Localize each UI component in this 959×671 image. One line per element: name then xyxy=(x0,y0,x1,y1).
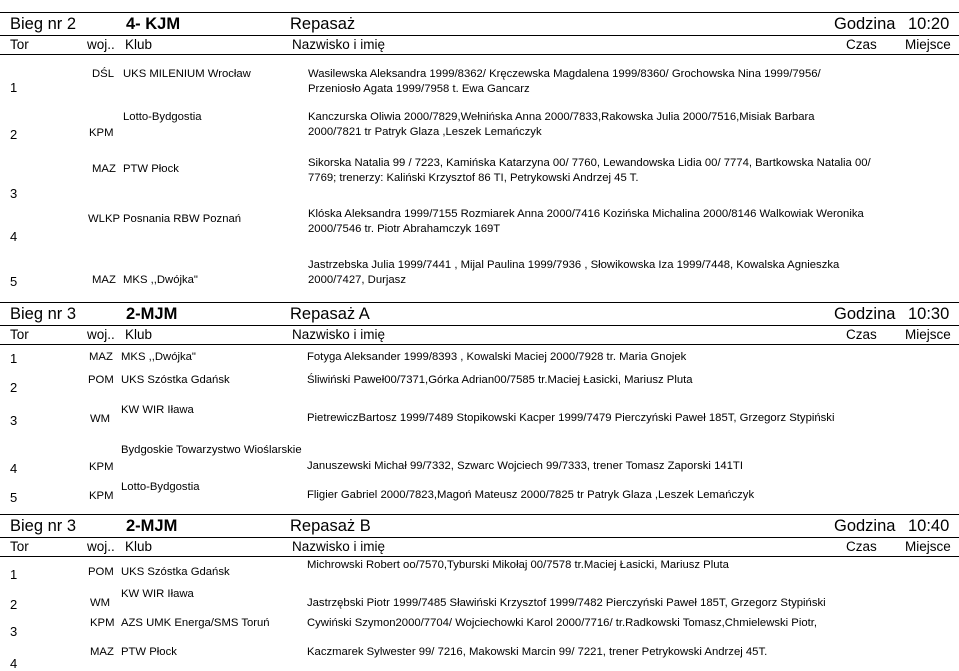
club-name: UKS Szóstka Gdańsk xyxy=(121,566,230,578)
crew-line-1: Fligier Gabriel 2000/7823,Magoń Mateusz 2000/7825 tr Patryk Glaza ,Leszek Lemańczyk xyxy=(307,489,755,501)
region-code: MAZ xyxy=(89,351,113,363)
club-name: Posnania RBW Poznań xyxy=(123,213,242,225)
col-nazwisko: Nazwisko i imię xyxy=(292,539,386,554)
club-name: Bydgoskie Towarzystwo Wioślarskie xyxy=(121,444,302,456)
club-name: PTW Płock xyxy=(121,646,177,658)
region-code: KPM xyxy=(90,617,115,629)
race-category: 4- KJM xyxy=(126,15,181,33)
region-code: POM xyxy=(88,374,114,386)
race-time: 10:30 xyxy=(908,305,950,323)
race-type: Repasaż B xyxy=(290,517,371,535)
lane-number: 2 xyxy=(10,597,18,612)
lane-number: 1 xyxy=(10,351,18,366)
race-number: Bieg nr 2 xyxy=(10,15,77,33)
lane-number: 2 xyxy=(10,127,18,142)
race-category: 2-MJM xyxy=(126,305,178,323)
column-header xyxy=(0,36,959,55)
region-code: WM xyxy=(90,413,111,425)
region-code: WLKP xyxy=(88,213,121,225)
lane-number: 4 xyxy=(10,461,18,476)
col-woj: woj.. xyxy=(87,327,115,342)
col-woj: woj.. xyxy=(87,37,115,52)
region-code: WM xyxy=(90,597,111,609)
col-miejsce: Miejsce xyxy=(905,37,951,52)
club-name: MKS ,,Dwójka" xyxy=(121,351,196,363)
lane-number: 3 xyxy=(10,624,18,639)
crew-line-2: 7769; trenerzy: Kaliński Krzysztof 86 TI, Petrykowski Andrzej 45 T. xyxy=(308,172,639,184)
column-header xyxy=(0,538,959,557)
lane-number: 4 xyxy=(10,229,18,244)
crew-line-1: Kanczurska Oliwia 2000/7829,Wełnińska Anna 2000/7833,Rakowska Julia 2000/7516,Misiak Barbara xyxy=(308,111,815,123)
crew-line-1: Cywiński Szymon2000/7704/ Wojciechowki Karol 2000/7716/ tr.Radkowski Tomasz,Chmielewski Piotr, xyxy=(307,617,818,629)
lane-number: 2 xyxy=(10,380,18,395)
club-name: AZS UMK Energa/SMS Toruń xyxy=(121,617,270,629)
region-code: KPM xyxy=(89,461,114,473)
race-number: Bieg nr 3 xyxy=(10,517,77,535)
crew-line-2: 2000/7427, Durjasz xyxy=(308,274,406,286)
region-code: KPM xyxy=(89,127,114,139)
race-number: Bieg nr 3 xyxy=(10,305,77,323)
crew-line-1: Kaczmarek Sylwester 99/ 7216, Makowski Marcin 99/ 7221, trener Petrykowski Andrzej 45T. xyxy=(307,646,768,658)
region-code: MAZ xyxy=(90,646,114,658)
crew-line-1: Jastrzebska Julia 1999/7441 , Mijal Paulina 1999/7936 , Słowikowska Iza 1999/7448, Kowalska Agnieszka xyxy=(308,259,840,271)
region-code: POM xyxy=(88,566,114,578)
race-type: Repasaż xyxy=(290,15,356,33)
race-header xyxy=(0,12,959,36)
club-name: MKS ,,Dwójka" xyxy=(123,274,198,286)
crew-line-2: 2000/7546 tr. Piotr Abrahamczyk 169T xyxy=(308,223,501,235)
region-code: MAZ xyxy=(92,274,116,286)
club-name: UKS Szóstka Gdańsk xyxy=(121,374,230,386)
club-name: UKS MILENIUM Wrocław xyxy=(123,68,251,80)
column-header xyxy=(0,326,959,345)
crew-line-1: Michrowski Robert oo/7570,Tyburski Mikołaj 00/7578 tr.Maciej Łasicki, Mariusz Pluta xyxy=(307,559,729,571)
race-type: Repasaż A xyxy=(290,305,370,323)
club-name: KW WIR Iława xyxy=(121,404,194,416)
col-nazwisko: Nazwisko i imię xyxy=(292,327,386,342)
club-name: PTW Płock xyxy=(123,163,179,175)
col-nazwisko: Nazwisko i imię xyxy=(292,37,386,52)
crew-line-1: Sikorska Natalia 99 / 7223, Kamińska Katarzyna 00/ 7760, Lewandowska Lidia 00/ 7774, Bartkowska Natalia 00/ xyxy=(308,157,871,169)
crew-line-2: 2000/7821 tr Patryk Glaza ,Leszek Lemańczyk xyxy=(308,126,542,138)
crew-line-1: Wasilewska Aleksandra 1999/8362/ Kręczewska Magdalena 1999/8360/ Grochowska Nina 1999/7956/ xyxy=(308,68,821,80)
crew-line-1: Januszewski Michał 99/7332, Szwarc Wojciech 99/7333, trener Tomasz Zaporski 141TI xyxy=(307,460,743,472)
region-code: MAZ xyxy=(92,163,116,175)
col-klub: Klub xyxy=(125,37,153,52)
col-czas: Czas xyxy=(846,327,877,342)
race-time: 10:40 xyxy=(908,517,950,535)
crew-line-1: Fotyga Aleksander 1999/8393 , Kowalski Maciej 2000/7928 tr. Maria Gnojek xyxy=(307,351,687,363)
lane-number: 3 xyxy=(10,413,18,428)
time-label: Godzina xyxy=(834,15,896,33)
col-miejsce: Miejsce xyxy=(905,327,951,342)
region-code: KPM xyxy=(89,490,114,502)
crew-line-1: Klóska Aleksandra 1999/7155 Rozmiarek Anna 2000/7416 Kozińska Michalina 2000/8146 Walkowiak Weronika xyxy=(308,208,864,220)
col-woj: woj.. xyxy=(87,539,115,554)
crew-line-1: PietrewiczBartosz 1999/7489 Stopikowski Kacper 1999/7479 Pierczyński Paweł 185T, Grzegorz Stypiński xyxy=(307,412,835,424)
col-klub: Klub xyxy=(125,327,153,342)
col-czas: Czas xyxy=(846,37,877,52)
lane-number: 3 xyxy=(10,186,18,201)
lane-number: 5 xyxy=(10,490,18,505)
col-tor: Tor xyxy=(10,539,29,554)
race-time: 10:20 xyxy=(908,15,950,33)
lane-number: 4 xyxy=(10,656,18,671)
col-tor: Tor xyxy=(10,327,29,342)
time-label: Godzina xyxy=(834,517,896,535)
region-code: DŚL xyxy=(92,68,114,80)
col-klub: Klub xyxy=(125,539,153,554)
club-name: Lotto-Bydgostia xyxy=(121,481,200,493)
col-tor: Tor xyxy=(10,37,29,52)
lane-number: 1 xyxy=(10,567,18,582)
lane-number: 1 xyxy=(10,80,18,95)
crew-line-2: Przeniosło Agata 1999/7958 t. Ewa Gancarz xyxy=(308,83,530,95)
race-header xyxy=(0,302,959,326)
crew-line-1: Jastrzębski Piotr 1999/7485 Sławiński Krzysztof 1999/7482 Pierczyński Paweł 185T, Grzegorz Stypiński xyxy=(307,597,826,609)
club-name: KW WIR Iława xyxy=(121,588,194,600)
col-miejsce: Miejsce xyxy=(905,539,951,554)
lane-number: 5 xyxy=(10,274,18,289)
race-header xyxy=(0,514,959,538)
col-czas: Czas xyxy=(846,539,877,554)
race-category: 2-MJM xyxy=(126,517,178,535)
club-name: Lotto-Bydgostia xyxy=(123,111,202,123)
crew-line-1: Śliwiński Paweł00/7371,Górka Adrian00/7585 tr.Maciej Łasicki, Mariusz Pluta xyxy=(307,374,693,386)
time-label: Godzina xyxy=(834,305,896,323)
